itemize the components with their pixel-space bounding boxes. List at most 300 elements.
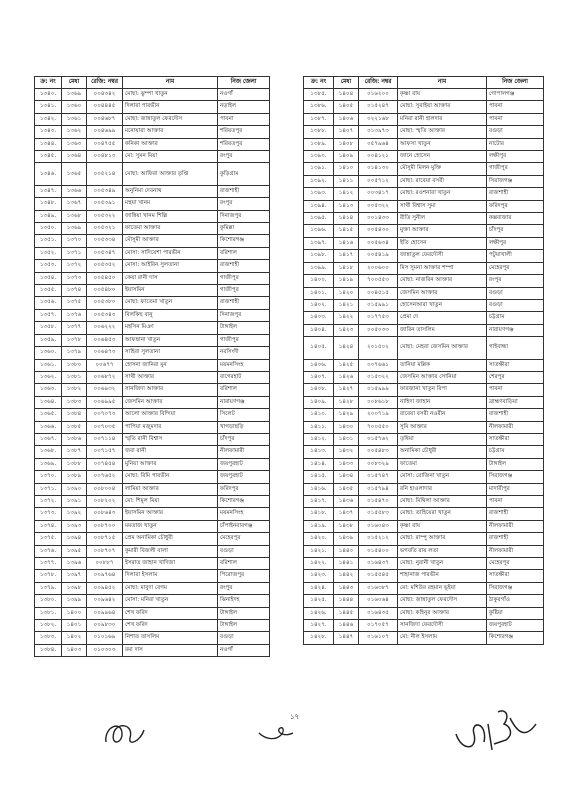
header-name: নাম: [398, 77, 487, 89]
cell-merit: ১৪৪০: [334, 545, 359, 557]
cell-serial: ১৩৯৭.: [304, 237, 334, 249]
cell-serial: ১৩৫৪.: [35, 272, 62, 284]
cell-merit: ১৪৩৩: [334, 458, 359, 470]
table-header-row: [35, 77, 270, 89]
cell-reg-no: ০০৪৬৮৭: [87, 113, 123, 125]
cell-reg-no: ০০৫৩৫২: [87, 260, 123, 272]
cell-reg-no: ০০৮৮৭: [87, 558, 123, 570]
cell-name: মনিরা রানী হালদার: [398, 113, 487, 125]
cell-district: টাঙ্গাইল: [218, 607, 270, 619]
cell-name: জারিন তাসলিম: [398, 324, 487, 336]
cell-merit: ১৪১৭: [334, 250, 359, 262]
cell-reg-no: ২০০৭১৯: [359, 409, 398, 421]
cell-district: ঝিনাইদহ: [218, 595, 270, 607]
cell-serial: ১৪২৭.: [304, 620, 334, 632]
cell-district: নীলফামারী: [487, 520, 544, 532]
cell-name: দিলারা পারভীন: [123, 101, 218, 113]
header-merit: মেধা: [62, 77, 87, 89]
cell-merit: ১৩৯৭: [62, 570, 87, 582]
cell-district: কিশোরগঞ্জ: [218, 495, 270, 507]
table-row: [35, 260, 270, 272]
table-row: [35, 483, 270, 495]
cell-merit: ১৪৩৪: [334, 471, 359, 483]
cell-reg-no: ০০৫৬৩৪: [359, 237, 398, 249]
cell-serial: ১৩৪৪.: [35, 138, 62, 150]
cell-merit: ১৪২০: [334, 287, 359, 299]
cell-district: রাজশাহী: [218, 297, 270, 309]
cell-district: জয়পুরহাট: [218, 471, 270, 483]
cell-name: মোছা: মাবুদা বেগম: [123, 582, 218, 594]
table-row: [304, 113, 544, 125]
cell-serial: ১৪২৪.: [304, 582, 334, 594]
cell-name: দিলারা ইসলাম: [123, 570, 218, 582]
cell-name: মোছা: রওশনারা খাতুন: [398, 188, 487, 200]
cell-serial: ১৩৫৭.: [35, 309, 62, 321]
table-row: [35, 309, 270, 321]
cell-district: কিশোরগঞ্জ: [218, 235, 270, 247]
table-row: [304, 570, 544, 582]
cell-name: তৃষিয়া: [398, 433, 487, 445]
cell-district: বগুড়া: [487, 287, 544, 299]
cell-serial: ১৩৪৯.: [35, 210, 62, 222]
left-table-container: [34, 76, 270, 657]
cell-merit: ১৪৪৫: [334, 607, 359, 619]
cell-serial: ১৩৫৬.: [35, 297, 62, 309]
cell-reg-no: ০০৫৪৩০: [359, 225, 398, 237]
cell-serial: ১৪২৮.: [304, 632, 334, 644]
cell-name: মুক্তা আক্তার: [398, 225, 487, 237]
cell-district: বরিশাল: [218, 384, 270, 396]
cell-serial: ১৪২৫.: [304, 595, 334, 607]
table-row: [304, 533, 544, 545]
cell-name: নিশাত তাসলিম: [123, 632, 218, 644]
cell-district: চাঁপাইনবাবগঞ্জ: [218, 520, 270, 532]
cell-district: নীলফামারী: [218, 446, 270, 458]
cell-serial: ১৩৭১.: [35, 483, 62, 495]
cell-serial: ১৪১৮.: [304, 508, 334, 520]
table-row: [35, 247, 270, 259]
cell-district: রাজশাহী: [487, 188, 544, 200]
cell-merit: ১৪৩৭: [334, 508, 359, 520]
left-merit-table: [34, 76, 270, 657]
cell-reg-no: ০০৫৪৮৩: [359, 446, 398, 458]
cell-merit: ১৩৮৪: [62, 409, 87, 421]
cell-merit: ১৪৪৬: [334, 620, 359, 632]
cell-district: ফরিদপুর: [218, 483, 270, 495]
cell-merit: ১৪০৯: [334, 151, 359, 163]
cell-serial: ১৩৮৮.: [304, 126, 334, 138]
cell-merit: ১৪০৩: [62, 644, 87, 656]
cell-reg-no: ০১৪১৩০: [359, 163, 398, 175]
cell-name: সাহিরা সুলতানা: [123, 347, 218, 359]
right-merit-table: [303, 76, 544, 645]
table-row: [35, 163, 270, 185]
cell-reg-no: ০০৫২১৪: [87, 163, 123, 185]
table-row: [304, 359, 544, 371]
cell-merit: ১৩৬৩: [62, 138, 87, 150]
cell-serial: ১৩৭৬.: [35, 545, 62, 557]
cell-district: বরিশাল: [218, 558, 270, 570]
table-row: [304, 508, 544, 520]
cell-merit: ১৪০২: [62, 632, 87, 644]
cell-district: খাগড়াছড়ি: [218, 421, 270, 433]
cell-name: জবা রানী: [123, 446, 218, 458]
cell-merit: ১৪৪৪: [334, 595, 359, 607]
cell-serial: ১৪০৬.: [304, 359, 334, 371]
page-number: ১৭: [290, 713, 300, 721]
cell-name: বিলকিছ বানু: [123, 309, 218, 321]
cell-name: মো: সুমন মিয়া: [123, 151, 218, 163]
cell-serial: ১৩৫২.: [35, 247, 62, 259]
table-row: [304, 324, 544, 336]
cell-name: রীতি সুনীল: [398, 213, 487, 225]
cell-reg-no: ০১৫৯৯১: [359, 299, 398, 311]
cell-reg-no: ০০৮৭০০: [87, 520, 123, 532]
cell-merit: ১৪০৭: [334, 126, 359, 138]
cell-serial: ১৩৯৮.: [304, 250, 334, 262]
cell-merit: ১৩৬৪: [62, 151, 87, 163]
cell-serial: ১৪১১.: [304, 421, 334, 433]
cell-merit: ১৪১৩: [334, 200, 359, 212]
cell-name: রমা দাস: [123, 644, 218, 656]
header-reg-no: রেজি: নম্বর: [359, 77, 398, 89]
cell-merit: ১৪১১: [334, 175, 359, 187]
table-row: [304, 471, 544, 483]
table-row: [35, 508, 270, 520]
cell-reg-no: ০০৭০৭৩: [87, 409, 123, 421]
cell-merit: ১৩৯১: [62, 495, 87, 507]
cell-reg-no: ০০৬৪৫৩: [87, 334, 123, 346]
cell-merit: ১৩৯৯: [62, 595, 87, 607]
cell-district: নীলফামারী: [487, 421, 544, 433]
cell-merit: ১৪২৮: [334, 396, 359, 408]
cell-district: সাতক্ষীরা: [487, 433, 544, 445]
cell-district: কুষ্টিয়া: [487, 607, 544, 619]
cell-name: সাথী আক্তার: [123, 371, 218, 383]
cell-reg-no: ০০৫৩৯১: [87, 198, 123, 210]
cell-name: ইয়াসমিন আক্তার: [123, 508, 218, 520]
cell-name: ইসরাত জাহান খাদিজা: [123, 558, 218, 570]
header-district: নিজ জেলা: [487, 77, 544, 89]
table-row: [35, 644, 270, 656]
cell-name: শেখ ফরিদ: [123, 620, 218, 632]
cell-name: হোসনা জানিরা মুন: [123, 359, 218, 371]
cell-reg-no: ০০৬২২২: [87, 322, 123, 334]
cell-name: মৌসুমী আক্তার: [123, 235, 218, 247]
cell-district: চাঁদপুর: [218, 433, 270, 445]
cell-serial: ১৩৬৩.: [35, 384, 62, 396]
cell-reg-no: ০০৪৪৪৫: [87, 101, 123, 113]
cell-reg-no: ০০৯৯৬৪: [87, 607, 123, 619]
cell-name: কুমারী বিজলী বালা: [123, 545, 218, 557]
cell-name: হোসেনআরা খাতুন: [398, 299, 487, 311]
cell-reg-no: ৭০০৫৫০: [359, 421, 398, 433]
cell-district: রংপুর: [218, 151, 270, 163]
cell-name: জেসমিন আক্তার: [398, 287, 487, 299]
cell-serial: ১৩৮২.: [35, 620, 62, 632]
cell-district: নারায়ণগঞ্জ: [487, 324, 544, 336]
cell-serial: ১৪১৭.: [304, 495, 334, 507]
cell-name: পাপিয়া মজুমদার: [123, 421, 218, 433]
cell-reg-no: ০১৫৯৯৯: [359, 384, 398, 396]
cell-serial: ১৪১৩.: [304, 446, 334, 458]
table-row: [304, 409, 544, 421]
table-row: [304, 163, 544, 175]
cell-name: মিস সুমনা আক্তার শম্পা: [398, 262, 487, 274]
table-row: [304, 101, 544, 113]
cell-district: মেহেরপুর: [218, 533, 270, 545]
cell-merit: ১৪০৪: [334, 89, 359, 101]
cell-name: মোছা: রাবেয়া বসরী: [398, 175, 487, 187]
table-row: [35, 495, 270, 507]
table-row: [35, 113, 270, 125]
cell-reg-no: ০০৭৬৫২: [87, 471, 123, 483]
table-row: [35, 151, 270, 163]
cell-serial: ১৩৯১.: [304, 163, 334, 175]
cell-merit: ১৩৮১: [62, 371, 87, 383]
cell-merit: ১৩৭০: [62, 235, 87, 247]
table-row: [35, 210, 270, 222]
cell-merit: ১৩৮৩: [62, 396, 87, 408]
cell-merit: ১৪২২: [334, 312, 359, 324]
cell-name: মো: নীল ইসলাম: [398, 632, 487, 644]
cell-merit: ১৩৭১: [62, 247, 87, 259]
cell-reg-no: ০০৫৭১২: [359, 175, 398, 187]
cell-merit: ১৪৩৮: [334, 520, 359, 532]
cell-name: শাহানাজ পারভীন: [398, 570, 487, 582]
cell-district: কুমিল্লা: [218, 223, 270, 235]
cell-name: মো: মশিউর রহমান ভূইয়া: [398, 582, 487, 594]
cell-district: রাজশাহী: [218, 260, 270, 272]
cell-reg-no: ০০৯৭৬৪: [87, 570, 123, 582]
cell-district: গাজীপুর: [487, 163, 544, 175]
cell-reg-no: ০০৪৭৫৫: [87, 138, 123, 150]
cell-district: গাইবান্ধা: [487, 337, 544, 359]
table-row: [304, 287, 544, 299]
cell-district: নারায়ণগঞ্জ: [218, 396, 270, 408]
cell-reg-no: ০০৭৪৫৪: [87, 458, 123, 470]
cell-serial: ১৩৪৮.: [35, 198, 62, 210]
cell-name: মোছা: ঝুম্পা খাতুন: [123, 89, 218, 101]
cell-name: মোছা: রিমি পারভীন: [123, 471, 218, 483]
cell-name: মোছা: কহিনুর আক্তার: [398, 607, 487, 619]
table-row: [304, 558, 544, 570]
cell-serial: ১৪২২.: [304, 558, 334, 570]
cell-merit: ১৩৬৬: [62, 185, 87, 197]
cell-serial: ১৩৭৩.: [35, 508, 62, 520]
cell-reg-no: ০১০৩০৩: [87, 644, 123, 656]
cell-district: রংপুর: [487, 275, 544, 287]
right-table-body: [304, 89, 544, 645]
cell-district: নওগাঁ: [218, 89, 270, 101]
cell-district: টাঙ্গাইল: [218, 322, 270, 334]
cell-name: সানজিদা আক্তার: [123, 384, 218, 396]
cell-serial: ১৩৭৫.: [35, 533, 62, 545]
cell-district: রাজশাহী: [218, 185, 270, 197]
cell-merit: ১৪১৫: [334, 225, 359, 237]
table-row: [304, 89, 544, 101]
cell-name: মৌসুমী মিলন মুক্তি: [398, 163, 487, 175]
cell-serial: ১৩৯০.: [304, 151, 334, 163]
cell-district: পাবনা: [487, 495, 544, 507]
cell-serial: ১৪০১.: [304, 287, 334, 299]
cell-district: পাবনা: [487, 113, 544, 125]
cell-reg-no: ০২২১৬৮: [359, 113, 398, 125]
cell-merit: ১৪৩৯: [334, 533, 359, 545]
cell-reg-no: ০০৮৬১৮: [359, 396, 398, 408]
cell-merit: ১৩৬৯: [62, 223, 87, 235]
cell-district: গাজীপুর: [218, 334, 270, 346]
cell-reg-no: ০৫৭৯৬৪: [359, 138, 398, 150]
cell-district: লক্ষীপুর: [487, 237, 544, 249]
cell-reg-no: ০০৮৭১৫: [87, 533, 123, 545]
table-row: [304, 188, 544, 200]
cell-reg-no: ০০৮০০৪: [87, 483, 123, 495]
cell-name: প্রেমা দে: [398, 312, 487, 324]
cell-merit: ১৩৬৯: [62, 89, 87, 101]
table-row: [304, 483, 544, 495]
cell-merit: ১৪৩২: [334, 446, 359, 458]
cell-serial: ১৩৯৩.: [304, 188, 334, 200]
cell-serial: ১৩৮৪.: [35, 644, 62, 656]
cell-merit: ১৪২৬: [334, 371, 359, 383]
cell-name: কৃষ্ণা রায়: [398, 89, 487, 101]
table-row: [35, 446, 270, 458]
cell-district: সিরাজগঞ্জ: [487, 471, 544, 483]
cell-reg-no: ০১৬০৬৪: [359, 595, 398, 607]
cell-district: চাঁদপুর: [487, 225, 544, 237]
cell-name: জান্নিয়া খানম শিল্পি: [123, 210, 218, 222]
cell-reg-no: ০০৭১১৪: [87, 433, 123, 445]
cell-district: চট্টগ্রাম: [487, 312, 544, 324]
cell-reg-no: ০০৩৪১৭: [359, 188, 398, 200]
cell-district: কক্সবাজার: [487, 213, 544, 225]
table-row: [35, 582, 270, 594]
cell-district: সাতক্ষীরা: [487, 570, 544, 582]
header-reg-no: রেজি: নম্বর: [87, 77, 123, 89]
cell-serial: ১৪০৯.: [304, 396, 334, 408]
table-row: [35, 421, 270, 433]
cell-district: নওগাঁ: [218, 644, 270, 656]
cell-reg-no: ০০৭১৫৭: [87, 446, 123, 458]
cell-serial: ১৪০৭.: [304, 371, 334, 383]
cell-merit: ১৪৩১: [334, 433, 359, 445]
cell-merit: ১৩৯৩: [62, 520, 87, 532]
cell-serial: ১৪১০.: [304, 409, 334, 421]
cell-merit: ১৪২৪: [334, 337, 359, 359]
cell-reg-no: ০০৫৪১৯: [359, 250, 398, 262]
table-row: [35, 545, 270, 557]
cell-reg-no: ০১৬১০৭: [359, 632, 398, 644]
cell-reg-no: ০০৬৯৯৫: [87, 396, 123, 408]
cell-reg-no: ০০৪৬৯৯: [87, 126, 123, 138]
cell-merit: ১৪২৯: [334, 409, 359, 421]
cell-name: মোছা: নাজরিন আক্তার: [398, 275, 487, 287]
cell-merit: ১৩৭৮: [62, 334, 87, 346]
cell-serial: ১৩৫৮.: [35, 322, 62, 334]
cell-serial: ১৩৬২.: [35, 371, 62, 383]
table-row: [304, 582, 544, 594]
cell-reg-no: ০০৫৩৪৭: [87, 247, 123, 259]
table-row: [35, 334, 270, 346]
cell-serial: ১৪০০.: [304, 275, 334, 287]
cell-merit: ১৩৬৫: [62, 163, 87, 185]
cell-name: মোছা: মেহরা জেসমিন আক্তার: [398, 337, 487, 359]
cell-merit: ১৪১৬: [334, 237, 359, 249]
cell-merit: ১৪৪৭: [334, 632, 359, 644]
cell-serial: ১৪১৫.: [304, 471, 334, 483]
table-row: [35, 620, 270, 632]
cell-merit: ১৩৯২: [62, 508, 87, 520]
cell-merit: ১৩৭৯: [62, 347, 87, 359]
cell-serial: ১৩৫৩.: [35, 260, 62, 272]
cell-merit: ১৩৮০: [62, 359, 87, 371]
cell-name: অনামিকা চৌধুরী: [398, 446, 487, 458]
cell-district: রাজশাহী: [487, 409, 544, 421]
cell-name: আলো আক্তার বিন্দিয়া: [123, 409, 218, 421]
cell-serial: ১৩৮৭.: [304, 113, 334, 125]
table-row: [35, 322, 270, 334]
cell-serial: ১৩৬৪.: [35, 396, 62, 408]
cell-district: সাতক্ষীরা: [487, 359, 544, 371]
signature-left: [100, 712, 160, 752]
cell-district: দিনাজপুর: [218, 309, 270, 321]
cell-district: ময়মনসিংহ: [218, 359, 270, 371]
cell-serial: ১৩৭০.: [35, 471, 62, 483]
cell-reg-no: ০০৫৩২২: [359, 200, 398, 212]
cell-district: নরসিংদী: [218, 347, 270, 359]
cell-name: নাহিদা জাহান: [398, 396, 487, 408]
cell-serial: ১৩৪৬.: [35, 163, 62, 185]
cell-district: বগুড়া: [487, 299, 544, 311]
cell-name: আফসা খাতুন: [398, 138, 487, 150]
cell-reg-no: ০০৯৬৪২: [87, 595, 123, 607]
cell-reg-no: ০০৪৩৪২: [87, 89, 123, 101]
cell-reg-no: ০১৫৪৭০: [359, 495, 398, 507]
cell-reg-no: ০১৫৫৪৫: [359, 570, 398, 582]
table-row: [304, 620, 544, 632]
cell-reg-no: ০০৫৩৩৪: [87, 235, 123, 247]
table-row: [35, 533, 270, 545]
cell-serial: ১৩৫৯.: [35, 334, 62, 346]
table-row: [35, 126, 270, 138]
cell-district: শরিয়তপুর: [218, 126, 270, 138]
cell-merit: ১৩৯৫: [62, 545, 87, 557]
cell-serial: ১৩৬৯.: [35, 458, 62, 470]
cell-district: বরিশাল: [218, 247, 270, 259]
cell-merit: ১৩৭২: [62, 260, 87, 272]
cell-merit: ১৩৭৩: [62, 272, 87, 284]
cell-district: বাগেরহাট: [218, 371, 270, 383]
cell-reg-no: ০১৬৩৮৭: [359, 582, 398, 594]
cell-serial: ১৩৮৩.: [35, 632, 62, 644]
cell-name: ফারজানা খাতুন রিপা: [398, 384, 487, 396]
table-row: [35, 223, 270, 235]
cell-name: রাবেয়া বসরী নওরীন: [398, 409, 487, 421]
cell-district: টাঙ্গাইল: [487, 458, 544, 470]
cell-name: মোছা: সুরাইয়া আক্তার: [398, 101, 487, 113]
cell-reg-no: ০০৫৩২২: [87, 210, 123, 222]
table-row: [35, 595, 270, 607]
table-row: [35, 409, 270, 421]
cell-name: অনুনিমা দেবনাথ: [123, 185, 218, 197]
cell-merit: ১৪২৩: [334, 324, 359, 336]
cell-name: কৃষ্ণা রায়: [398, 520, 487, 532]
cell-serial: ১৩৪২.: [35, 113, 62, 125]
left-table-body: [35, 89, 270, 657]
cell-name: মোছা: স্মৃতি আক্তার: [398, 126, 487, 138]
cell-district: জয়পুরহাট: [218, 458, 270, 470]
